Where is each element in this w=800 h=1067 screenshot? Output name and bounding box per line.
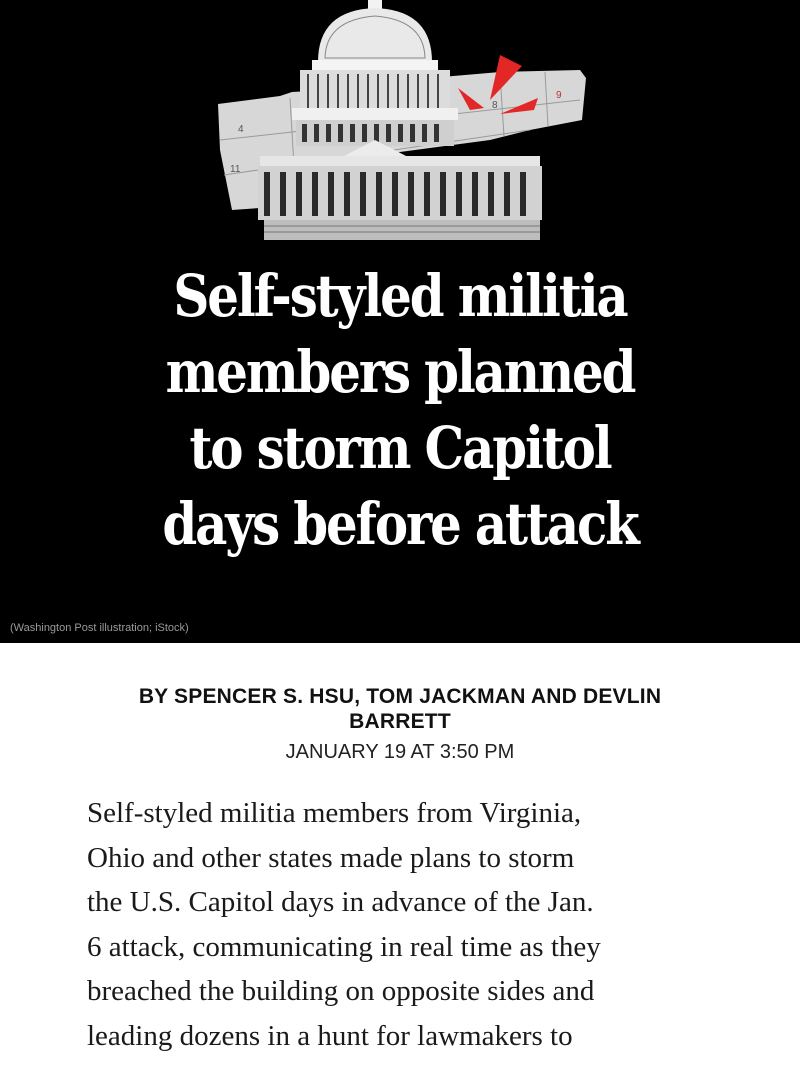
calendar-number: 8 [492,100,498,111]
article-body [87,791,737,1058]
body-line: breached the building on opposite sides and [87,975,595,1007]
calendar-number: 4 [238,124,244,135]
body-line: leading dozens in a hunt for lawmakers to [87,1019,573,1052]
byline-authors: BY SPENCER S. HSU, TOM JACKMAN AND DEVLIN [138,685,662,708]
capitol-calendar-illustration [200,0,600,245]
calendar-number: 11 [230,164,241,175]
calendar-number: 9 [556,90,562,101]
article-headline [142,258,658,562]
body-line: Ohio and other states made plans to storm [87,841,575,874]
byline-authors-cont: BARRETT [349,710,451,733]
headline-line: to storm Capitol [189,414,611,482]
body-line: the U.S. Capitol days in advance of the Jan. [87,886,594,918]
article-byline [100,684,700,734]
headline-line: days before attack [162,490,638,558]
headline-line: members planned [165,338,635,406]
headline-line: Self-styled militia [173,262,627,330]
image-credit: (Washington Post illustration; iStock) [10,622,189,634]
body-line: Self-styled militia members from Virginia, [87,797,582,829]
publish-date: JANUARY 19 AT 3:50 PM [285,741,515,763]
body-line: 6 attack, communicating in real time as they [87,930,601,963]
